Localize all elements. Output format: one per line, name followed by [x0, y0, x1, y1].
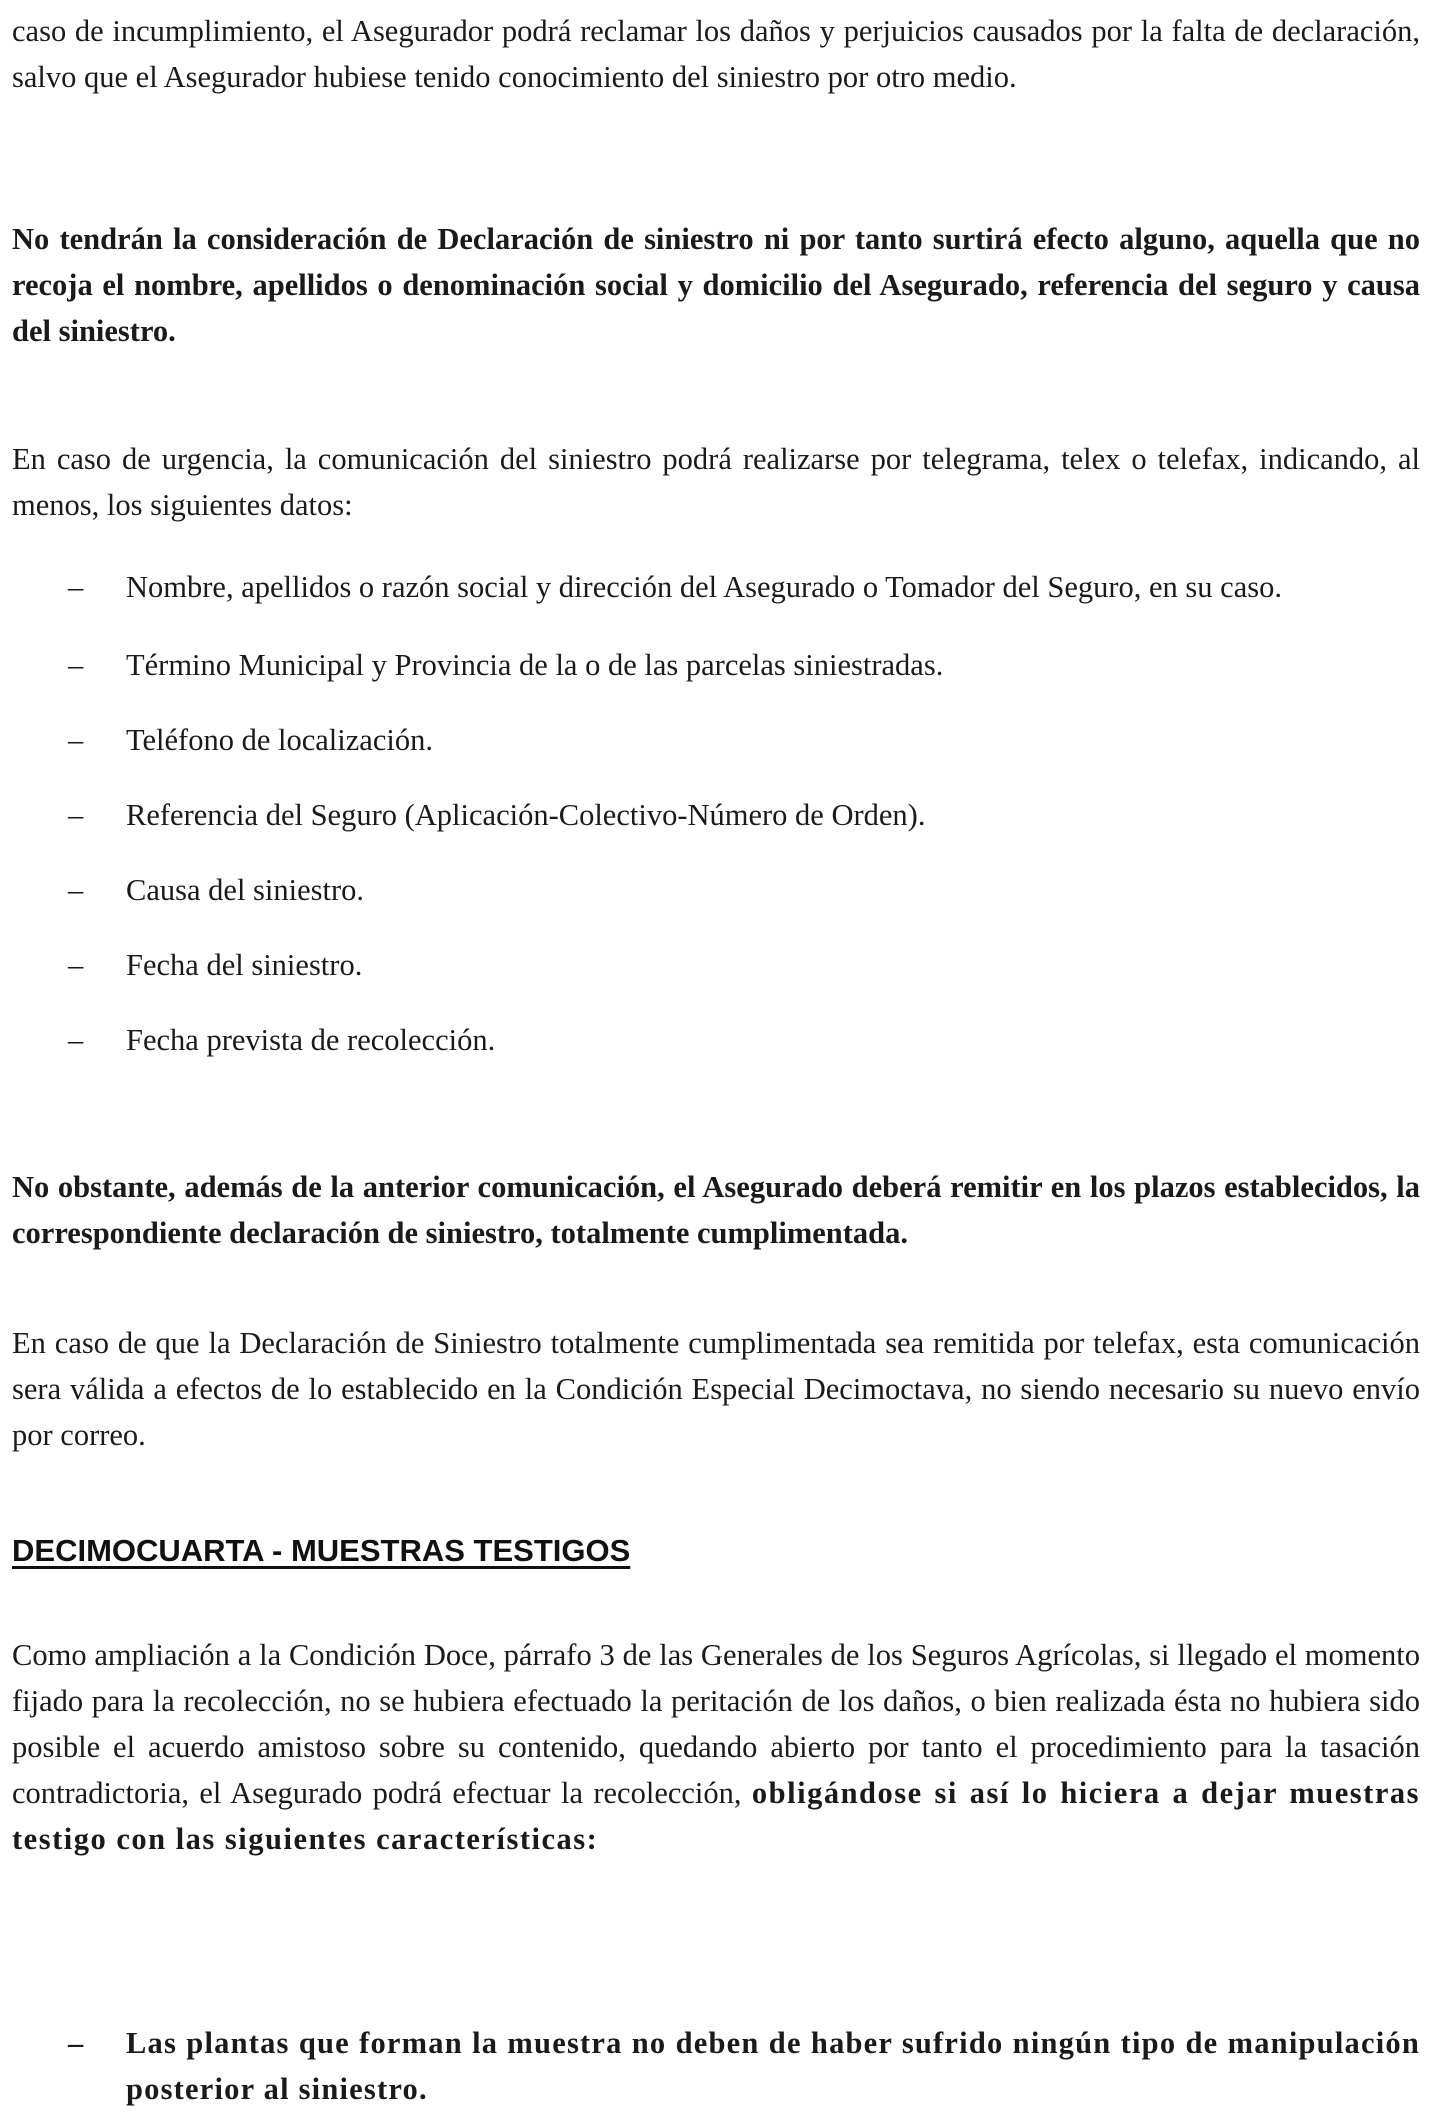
list-item — [12, 792, 1420, 838]
dash-bullet: – — [68, 2026, 85, 2060]
list-item — [12, 2020, 1420, 2112]
list-item — [12, 942, 1420, 988]
paragraph-incumplimiento: caso de incumplimiento, el Asegurador podrá reclamar los daños y perjuicios causados por la falta de declaración, salvo que el Asegurador hubiese tenido conocimiento del siniestro por otro medio. — [12, 14, 1420, 94]
paragraph-ampliacion — [12, 1632, 1420, 1862]
list-item-text: Teléfono de localización. — [126, 723, 433, 757]
list-item — [12, 717, 1420, 763]
dash-bullet: – — [68, 798, 84, 832]
list-item — [12, 642, 1420, 688]
list-item-text: Las plantas que forman la muestra no deben de haber sufrido ningún tipo de manipulación posterior al siniestro. — [126, 2026, 1420, 2106]
list-item — [12, 564, 1420, 610]
dash-bullet: – — [68, 873, 84, 907]
paragraph-telefax: En caso de que la Declaración de Siniestro totalmente cumplimentada sea remitida por telefax, esta comunicación sera válida a efectos de lo establecido en la Condición Especial Decimoctava, no siendo necesario su nuevo envío por correo. — [12, 1326, 1420, 1452]
list-item-text: Causa del siniestro. — [126, 873, 365, 907]
list-item-text: Nombre, apellidos o razón social y dirección del Asegurado o Tomador del Seguro, en su caso. — [126, 570, 1282, 604]
paragraph-no-obstante: No obstante, además de la anterior comunicación, el Asegurado deberá remitir en los plazos establecidos, la correspondiente declaración de siniestro, totalmente cumplimentada. — [12, 1170, 1420, 1250]
dash-bullet: – — [68, 570, 84, 604]
paragraph-ampliacion-regular: Como ampliación a la Condición Doce, párrafo 3 de las Generales de los Seguros Agrícolas, si llegado el momento fijado para la recolección, no se hubiera efectuado la peritación de los daños, o bien realizada ésta no hubiera sido posible el acuerdo amistoso sobre su contenido, quedando abierto por tanto el procedimiento para la tasación contradictoria, el Asegurado podrá efectuar la recolección, — [12, 1638, 1420, 1810]
dash-bullet: – — [68, 648, 84, 682]
list-item-text: Referencia del Seguro (Aplicación-Colectivo-Número de Orden). — [126, 798, 926, 832]
dash-bullet: – — [68, 1023, 84, 1057]
list-item-text: Término Municipal y Provincia de la o de las parcelas siniestradas. — [126, 648, 944, 682]
urgent-data-list — [12, 564, 1420, 1063]
sample-list — [12, 2020, 1420, 2112]
dash-bullet: – — [68, 723, 84, 757]
dash-bullet: – — [68, 948, 84, 982]
list-item — [12, 867, 1420, 913]
paragraph-urgencia: En caso de urgencia, la comunicación del siniestro podrá realizarse por telegrama, telex o telefax, indicando, al menos, los siguientes datos: — [12, 442, 1420, 522]
list-item-text: Fecha del siniestro. — [126, 948, 363, 982]
list-item — [12, 1017, 1420, 1063]
section-heading: DECIMOCUARTA - MUESTRAS TESTIGOS — [12, 1533, 631, 1568]
paragraph-ampliacion-bold: obligándose si así lo hiciera a dejar muestras testigo con las siguientes características: — [12, 1776, 1420, 1856]
list-item-text: Fecha prevista de recolección. — [126, 1023, 496, 1057]
paragraph-declaracion-requisitos: No tendrán la consideración de Declaración de siniestro ni por tanto surtirá efecto alguno, aquella que no recoja el nombre, apellidos o denominación social y domicilio del Asegurado, referencia del seguro y causa del siniestro. — [12, 222, 1420, 348]
